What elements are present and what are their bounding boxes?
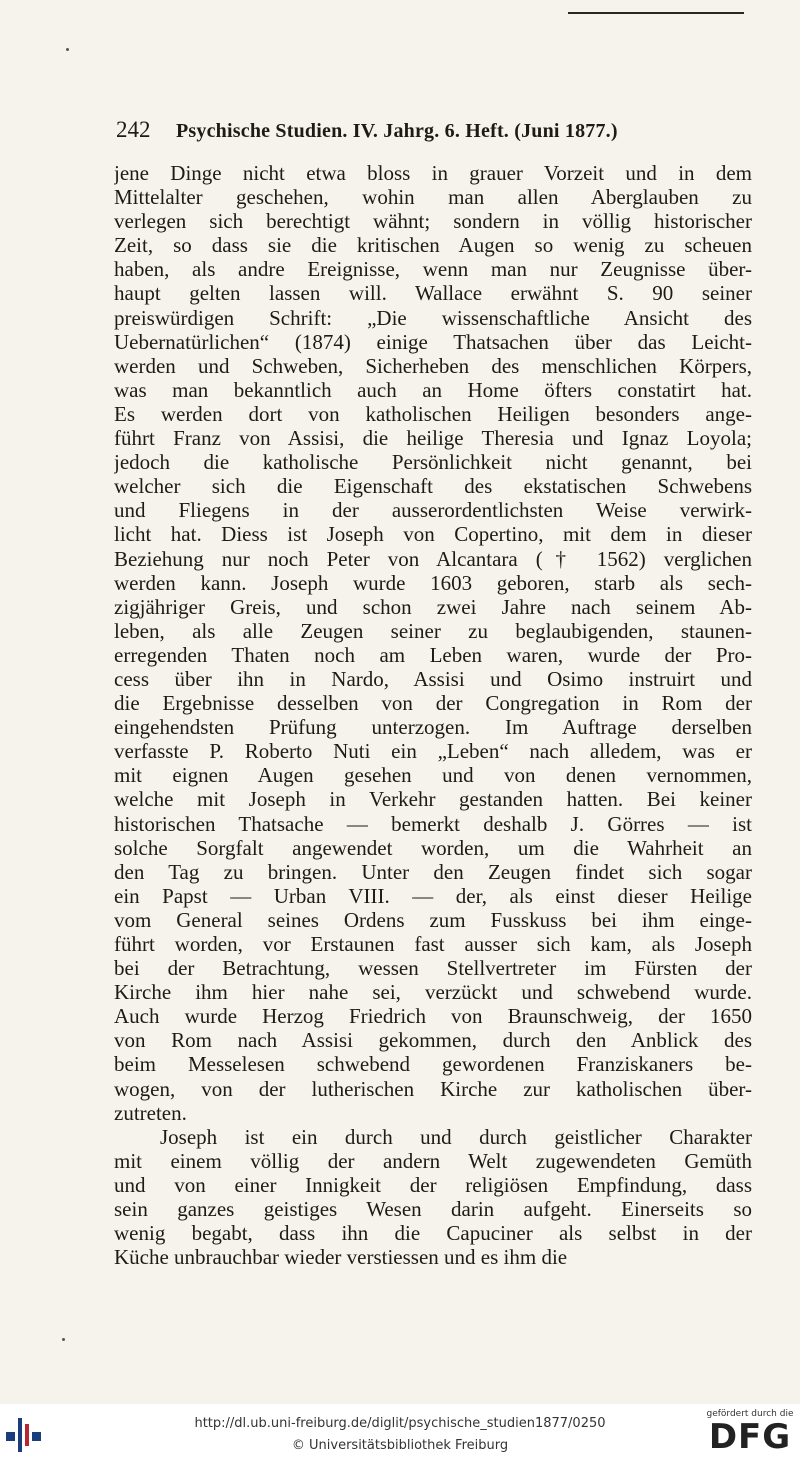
text-line: jedoch die katholische Persönlichkeit nicht genannt, bei xyxy=(114,450,752,475)
text-line: von Rom nach Assisi gekommen, durch den Anblick des xyxy=(114,1028,752,1053)
text-line: solche Sorgfalt angewendet worden, um die Wahrheit an xyxy=(114,835,752,860)
text-line: zigjähriger Greis, und schon zwei Jahre nach seinem Ab- xyxy=(114,594,752,619)
text-line: verlegen sich berechtigt wähnt; sondern in völlig historischer xyxy=(114,209,752,234)
text-line: wenig begabt, dass ihn die Capuciner als selbst in der xyxy=(114,1221,752,1246)
text-line: führt worden, vor Erstaunen fast ausser sich kam, als Joseph xyxy=(114,932,752,956)
running-header xyxy=(116,117,752,143)
text-line: licht hat. Diess ist Joseph von Copertino, mit dem in dieser xyxy=(114,522,752,547)
text-line: bei der Betrachtung, wessen Stellvertreter im Fürsten der xyxy=(114,956,752,981)
running-title: Psychische Studien. IV. Jahrg. 6. Heft. (Juni 1877.) xyxy=(176,120,618,142)
footer-bar xyxy=(0,1404,800,1465)
text-line: vom General seines Ordens zum Fusskuss bei ihm einge- xyxy=(114,907,752,932)
text-line: historischen Thatsache — bemerkt deshalb J. Görres — ist xyxy=(114,811,752,836)
text-line: haupt gelten lassen will. Wallace erwähnt S. 90 seiner xyxy=(114,281,752,306)
text-line: Mittelalter geschehen, wohin man allen Aberglauben zu xyxy=(114,185,752,210)
source-url[interactable]: http://dl.ub.uni-freiburg.de/diglit/psychische_studien1877/0250 xyxy=(194,1416,606,1431)
text-line: sein ganzes geistiges Wesen darin aufgeht. Einerseits so xyxy=(114,1197,752,1222)
text-line: Beziehung nur noch Peter von Alcantara († 1562) verglichen xyxy=(114,546,752,571)
text-line: eingehendsten Prüfung unterzogen. Im Auftrage derselben xyxy=(114,715,752,740)
dfg-caption: gefördert durch die xyxy=(706,1409,794,1419)
text-line: den Tag zu bringen. Unter den Zeugen findet sich sogar xyxy=(114,859,752,884)
text-line: leben, als alle Zeugen seiner zu beglaubigenden, staunen- xyxy=(114,618,752,643)
text-line: beim Messelesen schwebend gewordenen Franziskaners be- xyxy=(114,1052,752,1077)
copyright-notice: © Universitätsbibliothek Freiburg xyxy=(291,1438,509,1453)
text-line: ein Papst — Urban VIII. — der, als einst dieser Heilige xyxy=(114,883,752,908)
text-line: Joseph ist ein durch und durch geistlicher Charakter xyxy=(160,1124,752,1149)
text-line: wogen, von der lutherischen Kirche zur katholischen über- xyxy=(114,1076,752,1101)
text-line: und Fliegens in der ausserordentlichsten Weise verwirk- xyxy=(114,498,752,523)
text-line: preiswürdigen Schrift: „Die wissenschaftliche Ansicht des xyxy=(114,305,752,330)
text-line: was man bekanntlich auch an Home öfters constatirt hat. xyxy=(114,377,752,402)
text-line: welcher sich die Eigenschaft des ekstatischen Schwebens xyxy=(114,474,752,499)
text-line: mit einem völlig der andern Welt zugewendeten Gemüth xyxy=(114,1148,752,1173)
top-rule xyxy=(568,12,744,14)
text-line: mit eignen Augen gesehen und von denen vernommen, xyxy=(114,763,752,788)
text-line: werden kann. Joseph wurde 1603 geboren, starb als sech- xyxy=(114,570,752,595)
scan-speck xyxy=(66,48,69,51)
text-line: führt Franz von Assisi, die heilige Theresia und Ignaz Loyola; xyxy=(114,426,752,451)
text-line: Kirche ihm hier nahe sei, verzückt und schwebend wurde. xyxy=(114,980,752,1005)
text-line: jene Dinge nicht etwa bloss in grauer Vorzeit und in dem xyxy=(114,161,752,185)
text-line: verfasste P. Roberto Nuti ein „Leben“ nach alledem, was er xyxy=(114,739,752,764)
dfg-wordmark: DFG xyxy=(708,1417,792,1457)
scan-speck xyxy=(62,1338,65,1341)
text-line: Auch wurde Herzog Friedrich von Braunschweig, der 1650 xyxy=(114,1004,752,1029)
text-line: Uebernatürlichen“ (1874) einige Thatsachen über das Leicht- xyxy=(114,329,752,354)
text-line: cess über ihn in Nardo, Assisi und Osimo instruirt und xyxy=(114,666,752,691)
text-line: die Ergebnisse desselben von der Congregation in Rom der xyxy=(114,691,752,716)
text-line: haben, als andre Ereignisse, wenn man nur Zeugnisse über- xyxy=(114,257,752,282)
page-number: 242 xyxy=(116,117,151,142)
text-line: erregenden Thaten noch am Leben waren, wurde der Pro- xyxy=(114,642,752,667)
text-line: Küche unbrauchbar wieder verstiessen und es ihm die xyxy=(114,1245,568,1270)
text-line: Es werden dort von katholischen Heiligen besonders ange- xyxy=(114,401,752,426)
text-line: zutreten. xyxy=(114,1100,187,1125)
text-line: werden und Schweben, Sicherheben des menschlichen Körpers, xyxy=(114,353,752,378)
dfg-logo xyxy=(706,1409,794,1461)
text-line: und von einer Innigkeit der religiösen Empfindung, dass xyxy=(114,1172,752,1197)
body-text xyxy=(114,161,752,1269)
text-line: welche mit Joseph in Verkehr gestanden hatten. Bei keiner xyxy=(114,787,752,812)
text-line: Zeit, so dass sie die kritischen Augen so wenig zu scheuen xyxy=(114,233,752,258)
